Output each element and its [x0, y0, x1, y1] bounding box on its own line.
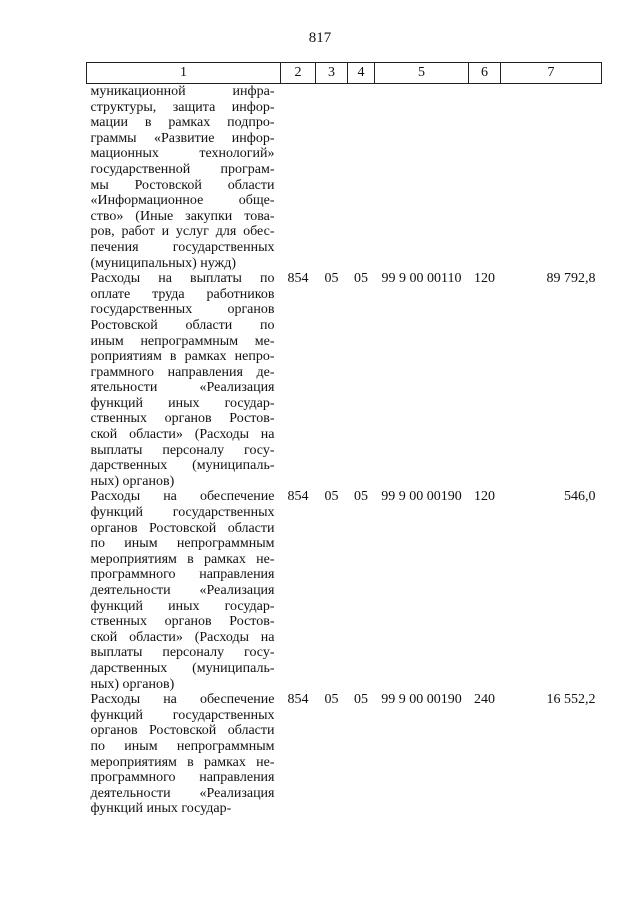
table-header — [87, 63, 602, 84]
description-line: муникационной инфра- — [90, 84, 275, 99]
description-line: функций иных государ- — [90, 801, 232, 817]
description-line: мы Ростовской области — [90, 177, 275, 193]
description-line: деятельности «Реализация — [90, 785, 275, 801]
description-line: ственных органов Ростов- — [90, 411, 275, 427]
description-line: дарственных (муниципаль- — [90, 660, 275, 676]
ministry-code: 854 — [287, 271, 309, 287]
section-code — [316, 84, 348, 272]
description-line: структуры, защита инфор- — [90, 99, 275, 115]
table-row — [87, 489, 602, 692]
description-line: функций иных государ- — [90, 598, 275, 614]
description-line: выплаты персоналу госу- — [90, 645, 275, 661]
description-line: ство» (Иные закупки това- — [90, 208, 275, 224]
description-line: ров, работ и услуг для обес- — [90, 224, 275, 240]
description-line: функций иных государ- — [90, 395, 275, 411]
description-line: Расходы на выплаты по — [90, 271, 275, 287]
description-line: функций государственных — [90, 707, 275, 723]
description-line: Ростовской области по — [90, 317, 275, 333]
amount: 89 792,8 — [546, 271, 596, 287]
description-line: ных) органов) — [90, 676, 175, 692]
description-line: по иным непрограммным — [90, 738, 275, 754]
target-article-code: 99 9 00 00190 — [381, 692, 462, 708]
expense-type-code: 240 — [474, 692, 495, 708]
description-line: программного направления — [90, 567, 275, 583]
subsection-code — [348, 84, 375, 272]
description-line: мероприятиям в рамках не- — [90, 754, 275, 770]
target-article-code — [375, 84, 469, 272]
description-line: по иным непрограммным — [90, 536, 275, 552]
description-line: (муниципальных) нужд) — [90, 255, 237, 271]
description-line: ской области» (Расходы на — [90, 629, 275, 645]
section-code: 05 — [324, 271, 339, 287]
description-line: граммы «Развитие инфор- — [90, 130, 275, 146]
page-number: 817 — [308, 30, 332, 46]
description-line: выплаты персоналу госу- — [90, 442, 275, 458]
table-row — [87, 692, 602, 817]
section-code: 05 — [324, 489, 339, 505]
ministry-code — [281, 84, 316, 272]
description-line: деятельности «Реализация — [90, 583, 275, 598]
ministry-code: 854 — [287, 692, 309, 708]
row-description — [87, 84, 281, 272]
table-row — [87, 84, 602, 272]
description-line: Расходы на обеспечение — [90, 489, 275, 505]
header-col-3: 3 — [316, 63, 348, 84]
description-line: государственной програм- — [90, 161, 275, 177]
description-line: ных) органов) — [90, 473, 175, 489]
ministry-code: 854 — [287, 489, 309, 505]
header-col-2: 2 — [281, 63, 316, 84]
description-line: дарственных (муниципаль- — [90, 458, 275, 474]
target-article-code: 99 9 00 00110 — [381, 271, 462, 287]
description-line: ятельности «Реализация — [90, 380, 275, 396]
row-description — [87, 692, 281, 817]
header-row — [87, 63, 602, 84]
description-line: иным непрограммным ме- — [90, 333, 275, 349]
description-line: органов Ростовской области — [90, 723, 275, 739]
subsection-code: 05 — [354, 692, 368, 708]
description-line: «Информационное обще- — [90, 193, 275, 209]
row-description — [87, 271, 281, 489]
table-body — [87, 84, 602, 817]
description-line: Расходы на обеспечение — [90, 692, 275, 708]
description-line: граммного направления де- — [90, 364, 275, 380]
amount — [501, 84, 602, 272]
description-line: программного направления — [90, 770, 275, 786]
expense-type-code: 120 — [474, 489, 495, 505]
subsection-code: 05 — [354, 489, 368, 505]
description-line: государственных органов — [90, 302, 275, 318]
description-line: печения государственных — [90, 239, 275, 255]
description-line: мероприятиям в рамках не- — [90, 551, 275, 567]
description-line: функций государственных — [90, 505, 275, 521]
description-line: мационных технологий» — [90, 146, 275, 162]
description-line: оплате труда работников — [90, 286, 275, 302]
budget-table — [86, 62, 602, 817]
expense-type-code: 120 — [474, 271, 495, 287]
description-line: мации в рамках подпро- — [90, 115, 275, 131]
description-line: ской области» (Расходы на — [90, 427, 275, 443]
description-line: органов Ростовской области — [90, 520, 275, 536]
target-article-code: 99 9 00 00190 — [381, 489, 462, 505]
header-col-1: 1 — [87, 63, 281, 84]
description-line: роприятиям в рамках непро- — [90, 349, 275, 365]
section-code: 05 — [324, 692, 339, 708]
subsection-code: 05 — [354, 271, 368, 287]
header-col-7: 7 — [501, 63, 602, 84]
amount: 546,0 — [564, 489, 596, 505]
row-description — [87, 489, 281, 692]
header-col-6: 6 — [469, 63, 501, 84]
description-line: ственных органов Ростов- — [90, 614, 275, 630]
expense-type-code — [469, 84, 501, 272]
amount: 16 552,2 — [546, 692, 596, 708]
table-row — [87, 271, 602, 489]
header-col-5: 5 — [375, 63, 469, 84]
header-col-4: 4 — [348, 63, 375, 84]
